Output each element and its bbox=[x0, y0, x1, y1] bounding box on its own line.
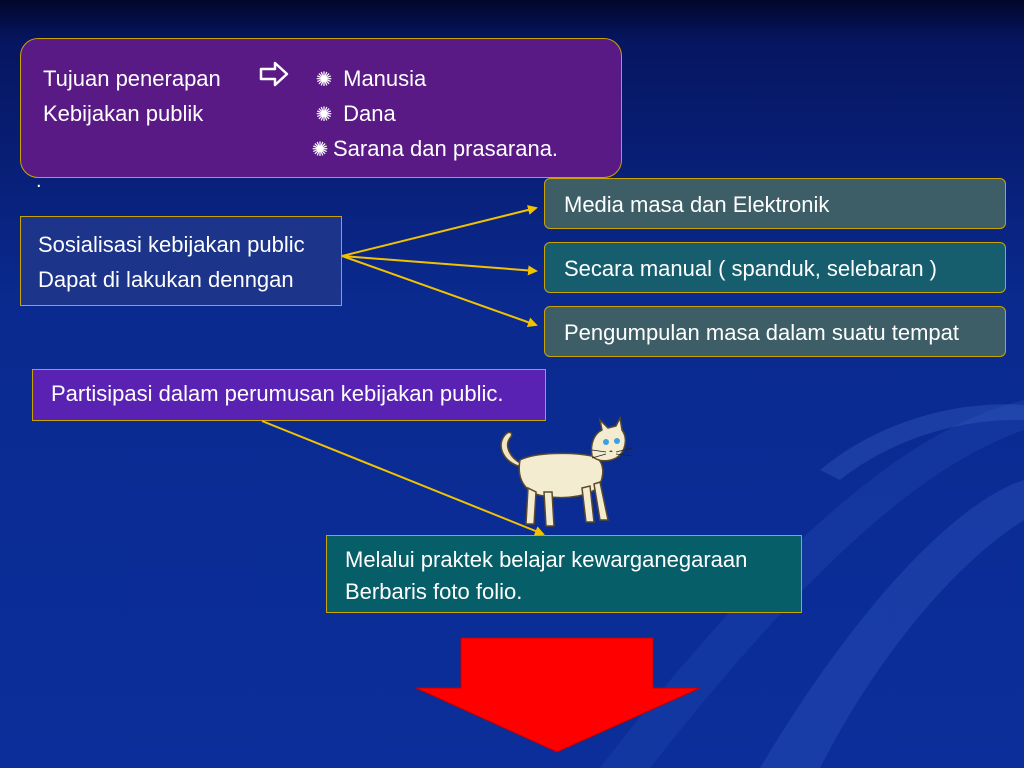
objective-item-text: Dana bbox=[343, 101, 396, 126]
socialization-line-1: Sosialisasi kebijakan public bbox=[38, 232, 305, 257]
asterisk-bullet-icon: ✺ bbox=[311, 139, 329, 161]
asterisk-bullet-icon: ✺ bbox=[315, 104, 333, 126]
method-media-box: Media masa dan Elektronik bbox=[544, 178, 1006, 229]
objective-item bbox=[307, 131, 558, 166]
objective-item-text: Sarana dan prasarana. bbox=[333, 136, 559, 161]
objective-box bbox=[20, 38, 622, 178]
practice-box bbox=[326, 535, 802, 613]
objective-items bbox=[311, 61, 558, 166]
right-arrow-icon bbox=[259, 59, 289, 99]
method-gathering-box: Pengumpulan masa dalam suatu tempat bbox=[544, 306, 1006, 357]
objective-label-line-2: Kebijakan publik bbox=[43, 101, 204, 126]
objective-item bbox=[311, 61, 558, 96]
objective-item bbox=[311, 96, 558, 131]
socialization-line-2: Dapat di lakukan denngan bbox=[38, 267, 294, 292]
objective-label bbox=[43, 61, 221, 131]
objective-label-line-1: Tujuan penerapan bbox=[43, 66, 221, 91]
asterisk-bullet-icon: ✺ bbox=[315, 69, 333, 91]
objective-item-text: Manusia bbox=[343, 66, 427, 91]
participation-box: Partisipasi dalam perumusan kebijakan public. bbox=[32, 369, 546, 421]
stray-dot: . bbox=[36, 170, 42, 192]
socialization-box bbox=[20, 216, 342, 306]
practice-line-2: Berbaris foto folio. bbox=[345, 579, 523, 604]
practice-line-1: Melalui praktek belajar kewarganegaraan bbox=[345, 547, 748, 572]
method-manual-box: Secara manual ( spanduk, selebaran ) bbox=[544, 242, 1006, 293]
